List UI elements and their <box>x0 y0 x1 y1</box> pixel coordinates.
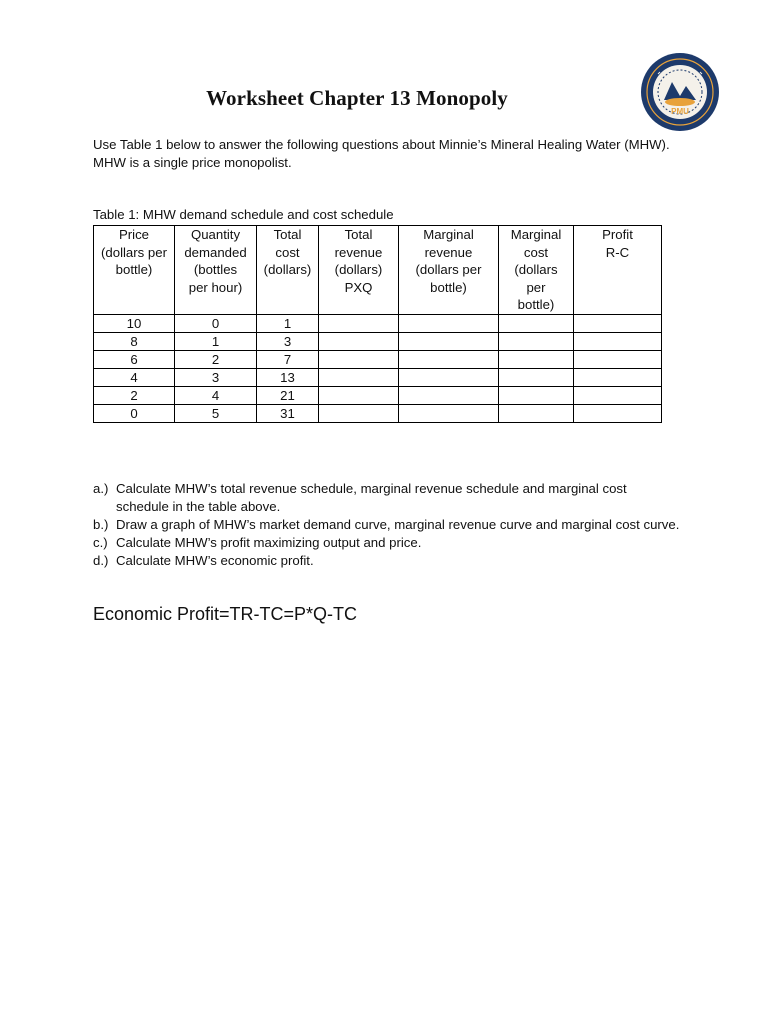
question-marker: c.) <box>93 535 108 550</box>
table-cell <box>574 333 662 351</box>
column-header <box>94 226 175 315</box>
header-line: Marginal <box>423 227 474 242</box>
table-cell <box>399 351 499 369</box>
table-row <box>94 387 662 405</box>
header-line: Price <box>118 227 150 242</box>
table-body <box>94 315 662 423</box>
table-cell <box>574 369 662 387</box>
column-header <box>319 226 399 315</box>
economic-profit-formula: Economic Profit=TR-TC=P*Q-TC <box>93 604 358 624</box>
header-line: bottle) <box>430 279 467 295</box>
table-cell: 3 <box>175 369 257 387</box>
column-header <box>574 226 662 315</box>
table-cell <box>399 405 499 423</box>
table-cell <box>499 369 574 387</box>
table-row <box>94 369 662 387</box>
table-cell: 4 <box>175 387 257 405</box>
table-cell <box>499 351 574 369</box>
table-cell <box>399 315 499 333</box>
header-line: demanded <box>184 244 247 260</box>
column-header <box>499 226 574 315</box>
header-line: Total <box>273 227 302 242</box>
table-cell: 0 <box>94 405 175 423</box>
table-cell <box>319 405 399 423</box>
header-line: per <box>526 279 546 295</box>
table-cell: 8 <box>94 333 175 351</box>
table-cell <box>499 405 574 423</box>
header-line: (dollars per <box>415 262 482 277</box>
table-cell <box>319 387 399 405</box>
question-marker: a.) <box>93 481 109 496</box>
table-cell <box>499 387 574 405</box>
header-line: cost <box>275 244 300 260</box>
table-cell <box>574 405 662 423</box>
column-header <box>175 226 257 315</box>
table-cell: 0 <box>175 315 257 333</box>
table-cell: 1 <box>175 333 257 351</box>
question-marker: b.) <box>93 517 109 532</box>
header-line: revenue <box>334 244 383 260</box>
header-line: Quantity <box>190 227 241 242</box>
table-cell <box>574 351 662 369</box>
intro-paragraph: Use Table 1 below to answer the following questions about Minnie’s Mineral Healing Water (MHW). MHW is a single price monopolist. <box>93 137 670 170</box>
header-line: bottle) <box>517 297 555 312</box>
header-line: (dollars) <box>263 262 312 277</box>
question-item <box>93 552 683 570</box>
header-line: cost <box>523 244 549 260</box>
table-cell <box>499 333 574 351</box>
question-item <box>93 534 683 552</box>
table-row <box>94 351 662 369</box>
table-cell: 2 <box>175 351 257 369</box>
table-cell <box>399 369 499 387</box>
table-cell <box>574 387 662 405</box>
header-line: PXQ <box>344 279 373 295</box>
header-line: R-C <box>605 244 630 260</box>
table-cell <box>499 315 574 333</box>
schedule-table <box>93 225 662 423</box>
table-cell <box>574 315 662 333</box>
logo-text: PMU <box>671 107 689 116</box>
table-cell: 1 <box>257 315 319 333</box>
question-item <box>93 480 683 516</box>
table-row <box>94 405 662 423</box>
table-cell: 21 <box>257 387 319 405</box>
column-header <box>257 226 319 315</box>
header-line: bottle) <box>115 262 153 277</box>
table-cell <box>319 315 399 333</box>
table-cell <box>319 369 399 387</box>
header-line: (dollars per <box>101 244 167 260</box>
table-cell: 13 <box>257 369 319 387</box>
question-text: Calculate MHW’s profit maximizing output and price. <box>116 535 422 550</box>
header-line: Marginal <box>510 227 562 242</box>
table-cell <box>399 387 499 405</box>
table-cell <box>319 351 399 369</box>
university-logo <box>640 52 720 132</box>
header-line: (dollars) <box>334 262 383 277</box>
question-text: Draw a graph of MHW’s market demand curve, marginal revenue curve and marginal cost curve. <box>116 517 680 532</box>
table-cell: 7 <box>257 351 319 369</box>
question-item <box>93 516 683 534</box>
table-cell: 2 <box>94 387 175 405</box>
header-line: Total <box>344 227 373 242</box>
table-cell: 3 <box>257 333 319 351</box>
header-line: (bottles <box>193 262 238 277</box>
table-header <box>94 226 662 315</box>
question-text: Calculate MHW’s total revenue schedule, marginal revenue schedule and marginal cost schedule in the table above. <box>116 481 627 514</box>
table-cell: 5 <box>175 405 257 423</box>
question-text: Calculate MHW’s economic profit. <box>116 553 314 568</box>
header-line: Profit <box>602 227 633 242</box>
table-caption: Table 1: MHW demand schedule and cost schedule <box>93 207 394 222</box>
question-list <box>93 480 683 570</box>
question-marker: d.) <box>93 553 109 568</box>
header-line: per hour) <box>188 279 243 295</box>
header-line: revenue <box>424 244 473 260</box>
header-line: (dollars <box>514 262 558 277</box>
table-row <box>94 333 662 351</box>
table-cell <box>319 333 399 351</box>
table-cell: 10 <box>94 315 175 333</box>
table-row <box>94 315 662 333</box>
table-cell: 6 <box>94 351 175 369</box>
table-cell: 4 <box>94 369 175 387</box>
worksheet-title: Worksheet Chapter 13 Monopoly <box>206 86 508 110</box>
column-header <box>399 226 499 315</box>
table-cell: 31 <box>257 405 319 423</box>
table-cell <box>399 333 499 351</box>
